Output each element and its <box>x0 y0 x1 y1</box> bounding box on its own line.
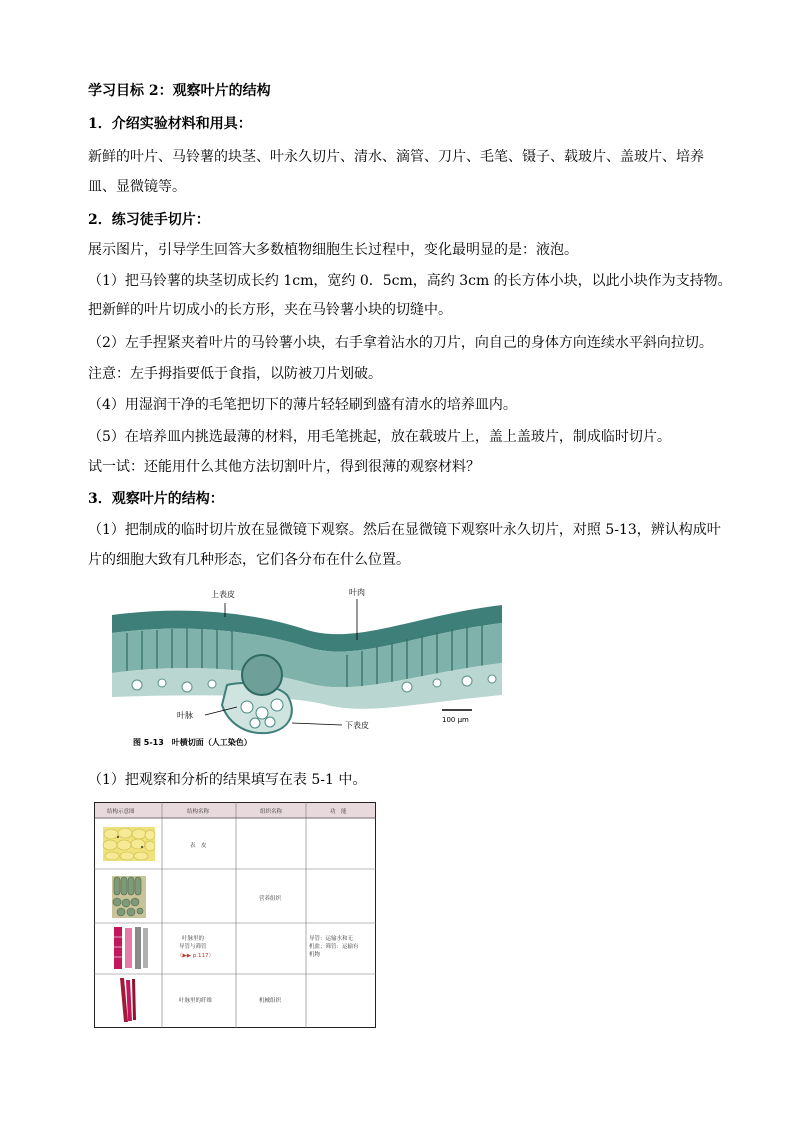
leaf-cross-section-figure <box>107 585 507 750</box>
step-5: （5）在培养皿内挑选最薄的材料，用毛笔挑起，放在载玻片上，盖上盖玻片，制成临时切片。 <box>88 429 671 445</box>
row-3-structure-line-1: 叶脉里的 <box>182 936 205 942</box>
section-3-title: 3．观察叶片的结构： <box>88 491 224 507</box>
observe-line-2: 片的细胞大致有几种形态，它们各分布在什么位置。 <box>88 552 410 568</box>
row-1-structure: 表 皮 <box>190 843 207 849</box>
row-3-structure-line-2: 导管与筛管 <box>179 944 207 950</box>
step-1-line-1: （1）把马铃薯的块茎切成长约 1cm，宽约 0．5cm，高约 3cm 的长方体小块，以此小块作为支持物。 <box>88 273 732 289</box>
table-header-diagram: 结构示意图 <box>107 809 135 815</box>
step-4: （4）用湿润干净的毛笔把切下的薄片轻轻刷到盛有清水的培养皿内。 <box>88 397 517 413</box>
caution-note: 注意：左手拇指要低于食指，以防被刀片划破。 <box>88 366 382 382</box>
label-lower-epidermis: 下表皮 <box>345 721 369 730</box>
row-3-function-line-1: 导管：运输水和无 <box>309 936 354 942</box>
label-upper-epidermis: 上表皮 <box>211 590 235 599</box>
table-instruction: （1）把观察和分析的结果填写在表 5-1 中。 <box>88 772 367 788</box>
row-3-function-line-3: 机物 <box>309 952 321 958</box>
table-header-function: 功 能 <box>330 809 347 815</box>
materials-line-1: 新鲜的叶片、马铃薯的块茎、叶永久切片、清水、滴管、刀片、毛笔、镊子、载玻片、盖玻片、培养 <box>88 149 704 165</box>
try-question: 试一试：还能用什么其他方法切割叶片，得到很薄的观察材料？ <box>88 459 480 475</box>
table-5-1 <box>94 802 376 1028</box>
table-header-tissue: 组织名称 <box>260 809 283 815</box>
label-vein: 叶脉 <box>177 711 193 720</box>
observe-line-1: （1）把制成的临时切片放在显微镜下观察。然后在显微镜下观察叶永久切片，对照 5-13，辨认构成叶 <box>88 522 721 538</box>
figure-caption: 图 5-13 叶横切面（人工染色） <box>133 738 252 747</box>
row-3-function-line-2: 机盐；筛管：运输有 <box>309 944 359 950</box>
scale-bar-label: 100 μm <box>442 716 469 724</box>
section-2-title: 2．练习徒手切片： <box>88 212 210 228</box>
row-4-tissue: 机械组织 <box>259 998 282 1004</box>
step-1-line-2: 把新鲜的叶片切成小的长方形，夹在马铃薯小块的切缝中。 <box>88 302 452 318</box>
label-mesophyll: 叶肉 <box>349 588 365 597</box>
epidermis-diagram <box>103 827 155 861</box>
palisade-diagram <box>112 876 146 918</box>
materials-line-2: 皿、显微镜等。 <box>88 179 186 195</box>
step-2: （2）左手捏紧夹着叶片的马铃薯小块，右手拿着沾水的刀片，向自己的身体方向连续水平斜向拉切。 <box>88 335 713 351</box>
page-heading: 学习目标 2：观察叶片的结构 <box>88 83 271 99</box>
table-header-structure: 结构名称 <box>187 809 210 815</box>
section-1-title: 1．介绍实验材料和用具： <box>88 116 252 132</box>
section-2-intro: 展示图片，引导学生回答大多数植物细胞生长过程中，变化最明显的是：液泡。 <box>88 242 578 258</box>
row-3-structure-line-3: （▶▶ p.117） <box>177 953 214 959</box>
row-4-structure: 叶脉里的纤维 <box>179 998 213 1004</box>
row-2-tissue: 营养组织 <box>259 896 282 902</box>
